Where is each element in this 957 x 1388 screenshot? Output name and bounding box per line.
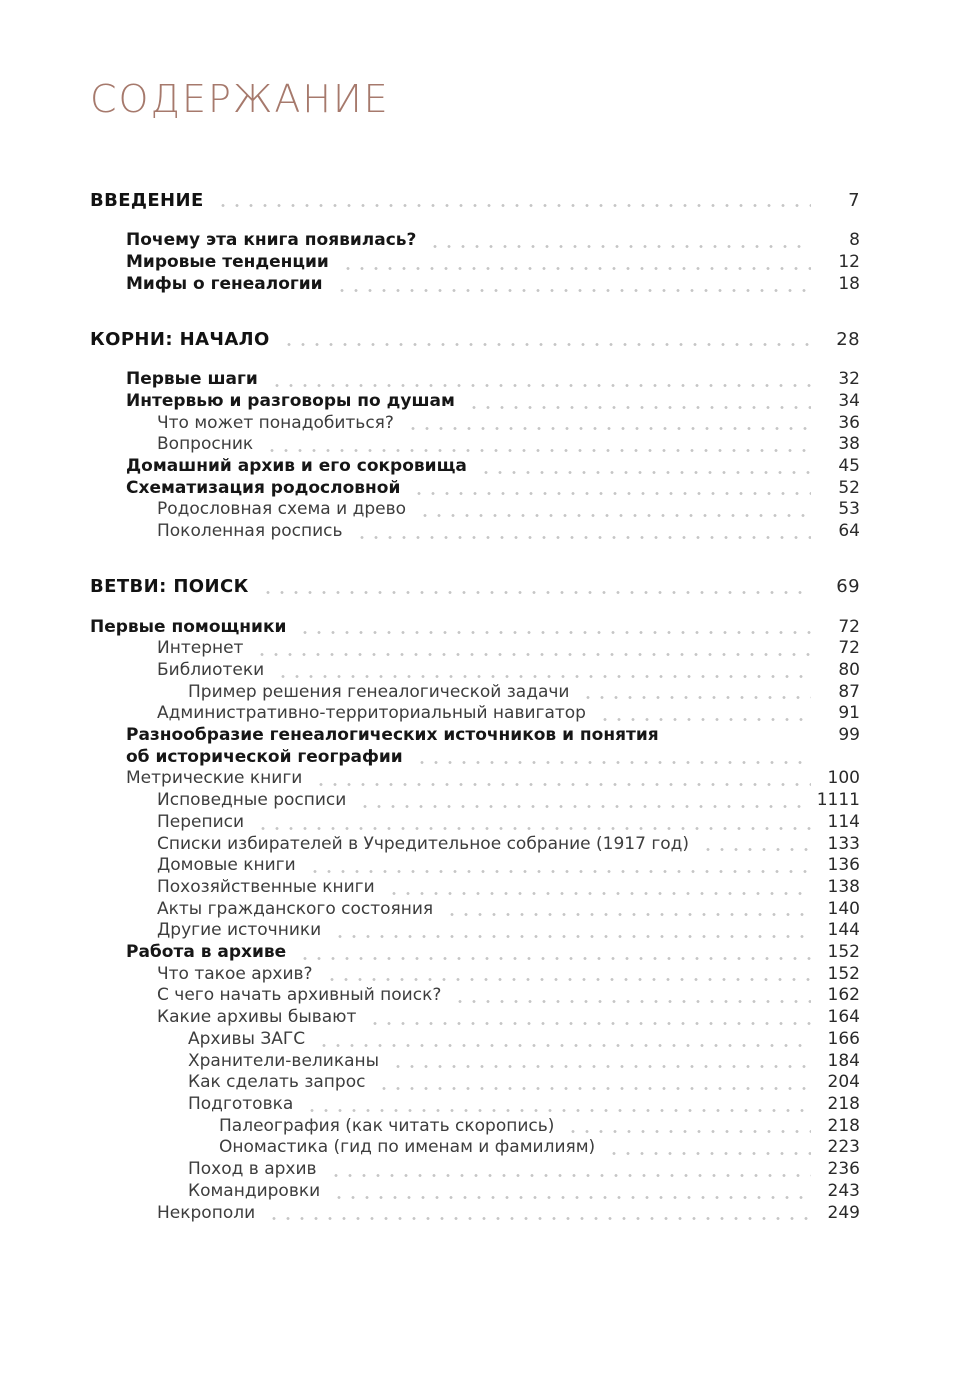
- toc-section: [90, 576, 860, 1224]
- page-number: 152: [827, 963, 860, 984]
- page-number: [820, 747, 860, 769]
- toc-entry-label: Домовые книги: [157, 855, 296, 876]
- page-number: 204: [827, 1072, 860, 1093]
- toc-entry: [90, 790, 860, 812]
- page-number: 249: [827, 1202, 860, 1223]
- page-title: СОДЕРЖАНИЕ: [90, 77, 390, 121]
- toc-entry-label: Ономастика (гид по именам и фамилиям): [219, 1137, 596, 1158]
- dot-leader: [280, 329, 811, 351]
- toc-entry-label: Подготовка: [188, 1094, 294, 1114]
- toc-entry: [90, 521, 860, 543]
- toc-entry: [90, 413, 860, 435]
- dot-leader: [296, 617, 811, 639]
- dot-leader: [259, 576, 811, 598]
- toc-entry: [90, 499, 860, 521]
- toc-entry-label: Работа в архиве: [126, 942, 287, 963]
- toc-section-header-label: ВВЕДЕНИЕ: [90, 189, 204, 211]
- dot-leader: [375, 1072, 811, 1094]
- toc-entry-label: Что такое архив?: [157, 963, 313, 984]
- toc-entry: [90, 942, 860, 964]
- toc-section: [90, 329, 860, 543]
- page-number: 243: [827, 1180, 860, 1201]
- page-number: 133: [827, 833, 860, 854]
- toc-entry-label: Разнообразие генеалогических источников и понятия: [126, 725, 659, 746]
- toc-entry: [90, 660, 860, 682]
- dot-leader: [385, 877, 811, 899]
- toc-entry-label: Пример решения генеалогической задачи: [188, 681, 570, 702]
- dot-leader: [669, 725, 811, 747]
- dot-leader: [312, 768, 811, 790]
- toc-entry-label: Поколенная роспись: [157, 521, 343, 542]
- toc-entry: [90, 964, 860, 986]
- page-number: 223: [827, 1137, 860, 1158]
- dot-leader: [699, 834, 811, 856]
- toc-entry-label: Похозяйственные книги: [157, 876, 375, 897]
- toc: [90, 190, 860, 1225]
- page-number: 1111: [816, 790, 860, 811]
- page-number: 69: [836, 575, 860, 597]
- page-number: 8: [849, 230, 860, 251]
- toc-entry: [90, 1094, 860, 1116]
- toc-entry: [90, 1137, 860, 1159]
- toc-section-header-label: КОРНИ: НАЧАЛО: [90, 328, 270, 350]
- toc-entry: [90, 985, 860, 1007]
- toc-section-header: [90, 190, 860, 212]
- page-number: 114: [827, 811, 860, 832]
- toc-entry-label: Некрополи: [157, 1202, 256, 1223]
- page-number: 7: [848, 189, 860, 211]
- page-number: 45: [838, 456, 860, 477]
- toc-entry-label: Командировки: [188, 1180, 321, 1201]
- toc-entry: [90, 230, 860, 252]
- dot-leader: [339, 252, 811, 274]
- dot-leader: [404, 413, 811, 435]
- dot-leader: [214, 190, 811, 212]
- toc-entry: [90, 682, 860, 704]
- toc-entry-label: Поход в архив: [188, 1159, 317, 1180]
- toc-entry: [90, 274, 860, 296]
- dot-leader: [443, 899, 811, 921]
- toc-entry: [90, 920, 860, 942]
- page-number: 34: [838, 390, 860, 411]
- toc-entry: [90, 1203, 860, 1225]
- toc-entry: [90, 1029, 860, 1051]
- page-number: 91: [838, 703, 860, 724]
- toc-section-header: [90, 329, 860, 351]
- dot-leader: [296, 942, 811, 964]
- page-number: 144: [827, 920, 860, 941]
- toc-entry-label: Мировые тенденции: [126, 252, 329, 273]
- dot-leader: [451, 985, 811, 1007]
- toc-entry: [90, 1181, 860, 1203]
- toc-entry: [90, 877, 860, 899]
- page-number: 72: [838, 638, 860, 659]
- dot-leader: [410, 478, 811, 500]
- toc-entry: [90, 252, 860, 274]
- page-number: 152: [827, 942, 860, 963]
- dot-leader: [413, 747, 811, 769]
- toc-entry: [90, 617, 860, 639]
- page-number: 52: [838, 477, 860, 498]
- dot-leader: [330, 1181, 811, 1203]
- toc-entry: [90, 478, 860, 500]
- toc-entry: [90, 1072, 860, 1094]
- dot-leader: [333, 274, 811, 296]
- toc-entry-label: Хранители-великаны: [188, 1050, 380, 1071]
- toc-entry-label: Списки избирателей в Учредительное собрание (1917 год): [157, 833, 690, 854]
- toc-entry: [90, 391, 860, 413]
- toc-entry-label: Интервью и разговоры по душам: [126, 390, 455, 411]
- toc-entry-label: Какие архивы бывают: [157, 1007, 357, 1028]
- dot-leader: [426, 230, 811, 252]
- toc-entry-label: Что может понадобиться?: [157, 412, 394, 433]
- dot-leader: [263, 434, 811, 456]
- toc-entry: [90, 812, 860, 834]
- dot-leader: [331, 920, 811, 942]
- page-number: 218: [827, 1094, 860, 1114]
- toc-section-header-label: ВЕТВИ: ПОИСК: [90, 575, 249, 597]
- page-number: 72: [838, 616, 860, 637]
- toc-entry: [90, 899, 860, 921]
- dot-leader: [389, 1051, 811, 1073]
- toc-entry: [90, 456, 860, 478]
- page-number: 184: [827, 1050, 860, 1071]
- dot-leader: [465, 391, 811, 413]
- page-number: 164: [827, 1007, 860, 1028]
- toc-entry-label: Исповедные росписи: [157, 790, 347, 811]
- toc-entry: [90, 1007, 860, 1029]
- toc-entry: [90, 834, 860, 856]
- toc-entry: [90, 1116, 860, 1138]
- toc-entry: [90, 369, 860, 391]
- dot-leader: [356, 790, 807, 812]
- dot-leader: [579, 682, 811, 704]
- dot-leader: [596, 703, 811, 725]
- dot-leader: [274, 660, 811, 682]
- page-number: 166: [827, 1028, 860, 1049]
- toc-entry: [90, 434, 860, 456]
- toc-entry-label: Архивы ЗАГС: [188, 1028, 306, 1049]
- toc-entry-label: Вопросник: [157, 434, 254, 455]
- toc-entry-label: об исторической географии: [126, 746, 403, 767]
- page-number: 36: [838, 412, 860, 433]
- toc-entry-label: Другие источники: [157, 920, 322, 941]
- page-number: 12: [838, 252, 860, 273]
- dot-leader: [268, 369, 811, 391]
- page-number: 140: [827, 898, 860, 919]
- toc-entry-label: Мифы о генеалогии: [126, 273, 323, 294]
- dot-leader: [605, 1137, 811, 1159]
- toc-section: [90, 190, 860, 296]
- page-number: 218: [827, 1115, 860, 1136]
- dot-leader: [477, 456, 811, 478]
- page-number: 100: [827, 768, 860, 789]
- toc-entry: [90, 703, 860, 725]
- page-number: 99: [838, 725, 860, 746]
- toc-entry-label: Схематизация родословной: [126, 477, 401, 498]
- page-number: 64: [838, 521, 860, 542]
- toc-entry-label: Административно-территориальный навигатор: [157, 703, 586, 724]
- toc-entry: [90, 725, 860, 747]
- page-number: 18: [838, 273, 860, 294]
- dot-leader: [327, 1159, 811, 1181]
- toc-entry-label: Переписи: [157, 811, 245, 832]
- page-number: 53: [838, 499, 860, 520]
- dot-leader: [323, 964, 811, 986]
- page-number: 138: [827, 876, 860, 897]
- dot-leader: [564, 1116, 811, 1138]
- page-number: 87: [838, 681, 860, 702]
- dot-leader: [366, 1007, 811, 1029]
- dot-leader: [306, 855, 811, 877]
- toc-entry-label: Палеография (как читать скоропись): [219, 1115, 555, 1136]
- dot-leader: [303, 1094, 811, 1116]
- dot-leader: [254, 812, 811, 834]
- toc-entry-label: Почему эта книга появилась?: [126, 230, 417, 251]
- toc-entry: [90, 638, 860, 660]
- page-number: 162: [827, 985, 860, 1006]
- toc-entry-label: Метрические книги: [126, 768, 303, 789]
- page-number: 28: [836, 328, 860, 350]
- page-number: 38: [838, 434, 860, 455]
- toc-entry-label: Домашний архив и его сокровища: [126, 456, 467, 477]
- dot-leader: [416, 499, 811, 521]
- page-number: 80: [838, 659, 860, 680]
- toc-entry-label: Первые помощники: [90, 616, 287, 637]
- toc-entry: [90, 855, 860, 877]
- page-number: 136: [827, 855, 860, 876]
- toc-entry: [90, 1051, 860, 1073]
- toc-entry-label: Родословная схема и древо: [157, 499, 406, 520]
- toc-entry: [90, 768, 860, 790]
- toc-entry: [90, 747, 860, 769]
- dot-leader: [353, 521, 811, 543]
- toc-entry-label: Интернет: [157, 638, 244, 659]
- toc-entry-label: Библиотеки: [157, 659, 265, 680]
- toc-entry-label: Первые шаги: [126, 369, 258, 390]
- dot-leader: [265, 1203, 811, 1225]
- toc-section-header: [90, 576, 860, 598]
- toc-entry-label: С чего начать архивный поиск?: [157, 985, 442, 1006]
- toc-entry-label: Акты гражданского состояния: [157, 898, 434, 919]
- page-number: 236: [827, 1159, 860, 1180]
- toc-entry-label: Как сделать запрос: [188, 1072, 366, 1093]
- page-number: 32: [838, 369, 860, 390]
- dot-leader: [253, 638, 811, 660]
- dot-leader: [315, 1029, 811, 1051]
- toc-entry: [90, 1159, 860, 1181]
